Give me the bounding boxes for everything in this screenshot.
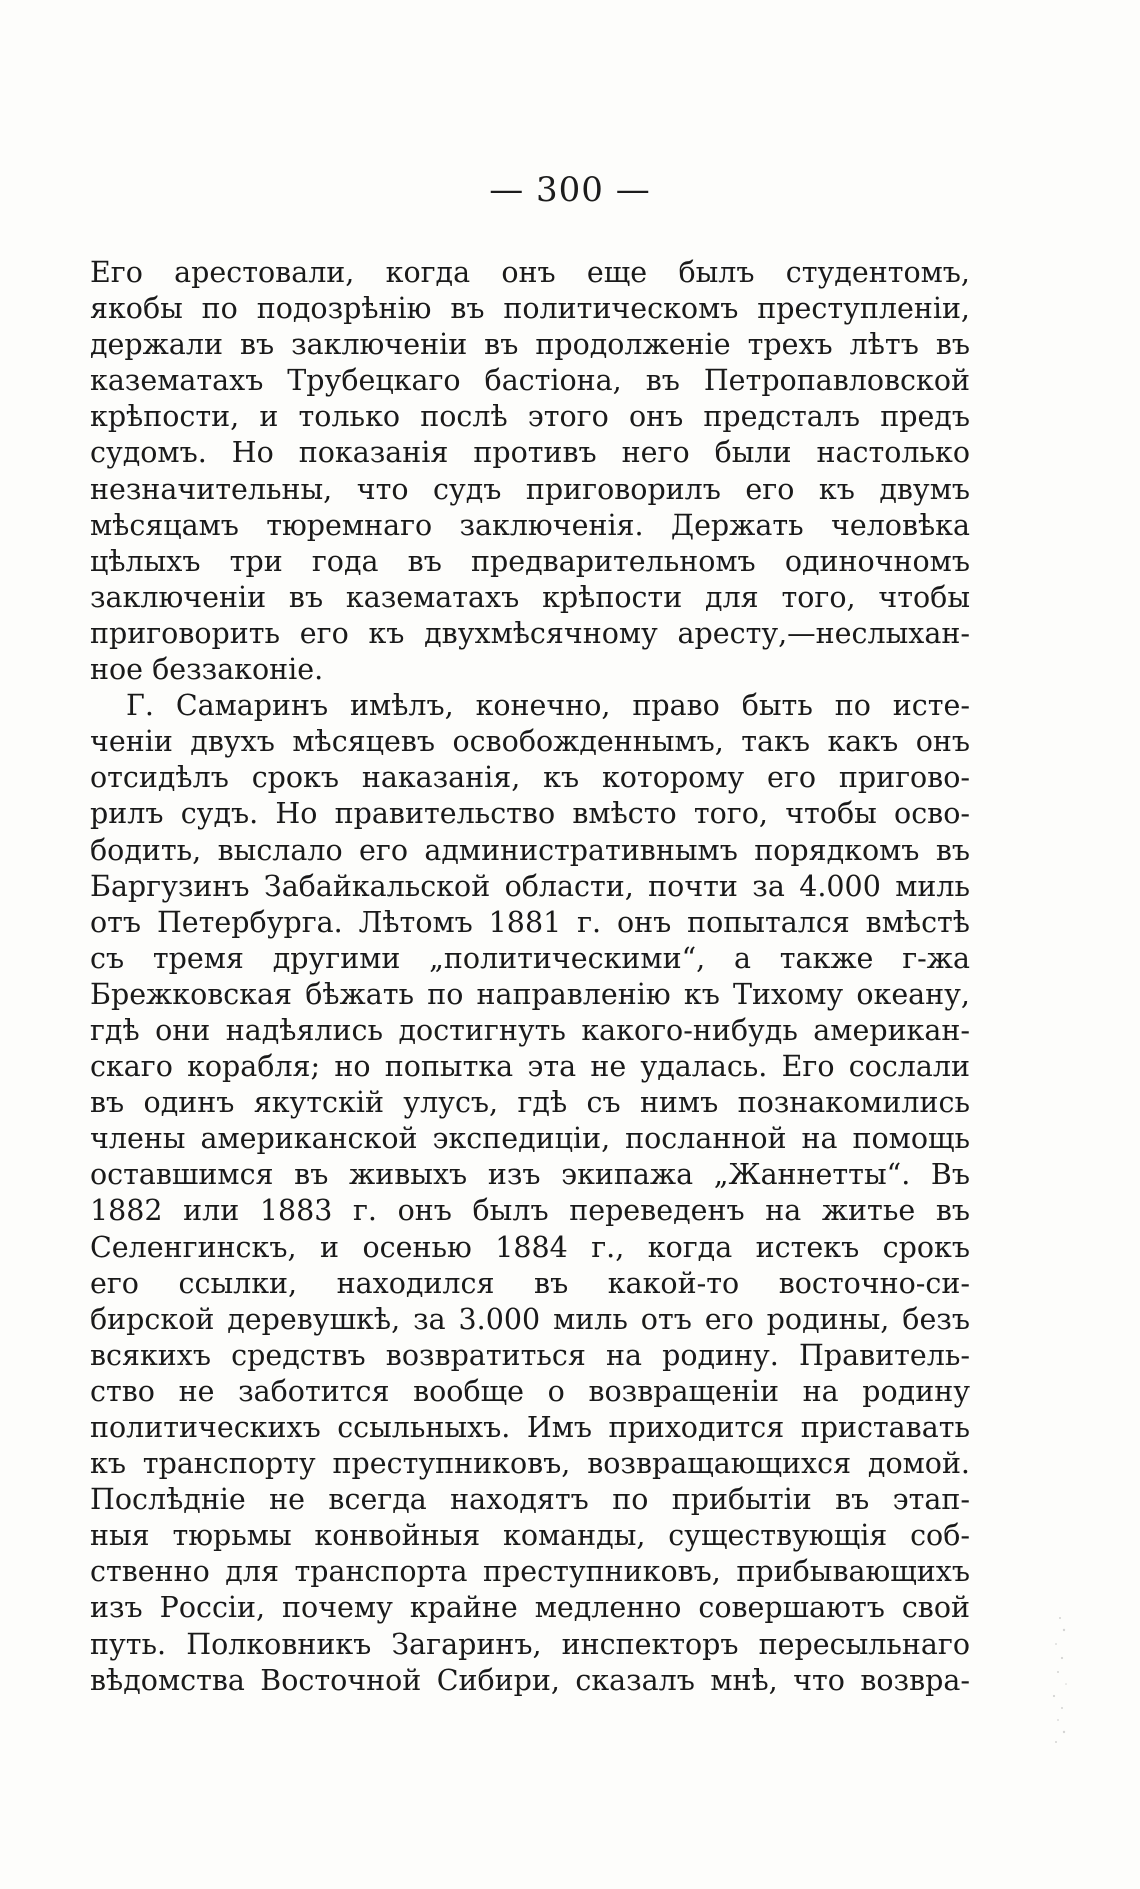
text-line: крѣпости, и только послѣ этого онъ предсталъ предъ [90, 400, 970, 434]
text-line: мѣсяцамъ тюремнаго заключенія. Держать человѣка [90, 508, 970, 542]
text-line: къ транспорту преступниковъ, возвращающихся домой. [90, 1447, 970, 1481]
text-line: изъ Россіи, почему крайне медленно совершаютъ свой [90, 1591, 970, 1625]
text-line: Брежковская бѣжать по направленію къ Тихому океану, [90, 977, 970, 1011]
text-line: скаго корабля; но попытка эта не удалась. Его сослали [90, 1050, 970, 1084]
text-line: отъ Петербурга. Лѣтомъ 1881 г. онъ попытался вмѣстѣ [90, 905, 970, 939]
text-line: ченіи двухъ мѣсяцевъ освобожденнымъ, такъ какъ онъ [90, 725, 970, 759]
text-line: цѣлыхъ три года въ предварительномъ одиночномъ [90, 544, 970, 578]
text-line: ственно для транспорта преступниковъ, прибывающихъ [90, 1555, 970, 1589]
text-line: ныя тюрьмы конвойныя команды, существующія соб- [90, 1519, 970, 1553]
text-line: Баргузинъ Забайкальской области, почти за 4.000 миль [90, 869, 970, 903]
text-line: приговорить его къ двухмѣсячному аресту,—неслыхан- [90, 616, 970, 650]
text-line: бодить, выслало его административнымъ порядкомъ въ [90, 833, 970, 867]
text-line: всякихъ средствъ возвратиться на родину. Правитель- [90, 1338, 970, 1372]
text-line: заключеніи въ казематахъ крѣпости для того, чтобы [90, 580, 970, 614]
text-line: вѣдомства Восточной Сибири, сказалъ мнѣ, что возвра- [90, 1663, 970, 1697]
text-line: гдѣ они надѣялись достигнуть какого-нибудь американ- [90, 1013, 970, 1047]
paragraph-1 [90, 255, 970, 688]
text-line: Селенгинскъ, и осенью 1884 г., когда истекъ срокъ [90, 1230, 970, 1264]
text-line: оставшимся въ живыхъ изъ экипажа „Жаннетты“. Въ [90, 1158, 970, 1192]
text-line: отсидѣлъ срокъ наказанія, къ которому его пригово- [90, 761, 970, 795]
page-number: — 300 — [489, 170, 651, 210]
text-line: ное беззаконіе. [90, 653, 324, 687]
scan-speckle [1040, 1610, 1080, 1750]
text-line: ство не заботится вообще о возвращеніи на родину [90, 1374, 970, 1408]
text-line: его ссылки, находился въ какой-то восточно-си- [90, 1266, 970, 1300]
text-line: бирской деревушкѣ, за 3.000 миль отъ его родины, безъ [90, 1302, 970, 1336]
text-line: 1882 или 1883 г. онъ былъ переведенъ на житье въ [90, 1194, 970, 1228]
body-text [90, 255, 970, 1699]
text-line: Его арестовали, когда онъ еще былъ студентомъ, [90, 256, 970, 289]
text-line: въ одинъ якутскій улусъ, гдѣ съ нимъ познакомились [90, 1086, 970, 1120]
text-line: путь. Полковникъ Загаринъ, инспекторъ пересыльнаго [90, 1627, 970, 1661]
text-line: Г. Самаринъ имѣлъ, конечно, право быть по исте- [126, 689, 970, 723]
text-line: политическихъ ссыльныхъ. Имъ приходится приставать [90, 1411, 970, 1444]
text-line: рилъ судъ. Но правительство вмѣсто того, чтобы осво- [90, 797, 970, 831]
text-line: судомъ. Но показанія противъ него были настолько [90, 436, 970, 470]
text-line: якобы по подозрѣнію въ политическомъ преступленіи, [90, 292, 970, 326]
text-line: съ тремя другими „политическими“, а также г-жа [90, 941, 970, 975]
text-line: Послѣдніе не всегда находятъ по прибытіи въ этап- [90, 1483, 970, 1517]
text-line: незначительны, что судъ приговорилъ его къ двумъ [90, 472, 970, 506]
text-line: держали въ заключеніи въ продолженіе трехъ лѣтъ въ [90, 328, 970, 362]
text-line: члены американской экспедиціи, посланной на помощь [90, 1122, 970, 1156]
text-line: казематахъ Трубецкаго бастіона, въ Петропавловской [90, 364, 970, 398]
paragraph-2 [90, 688, 970, 1699]
